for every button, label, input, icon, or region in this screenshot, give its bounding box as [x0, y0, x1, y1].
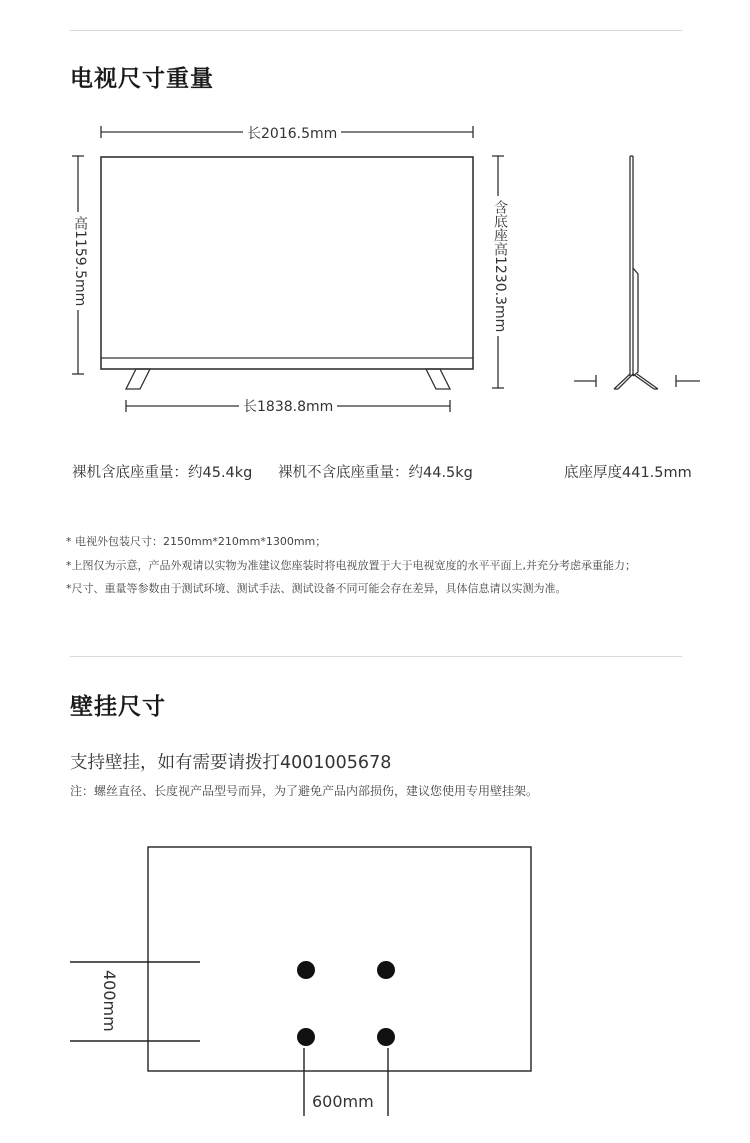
height-label: 高1159.5mm [70, 212, 90, 310]
tv-side-diagram [560, 140, 710, 400]
mount-hole-bottom-left [297, 1028, 315, 1046]
wall-mount-support-text: 支持壁挂，如有需要请拨打4001005678 [70, 753, 392, 773]
stand-span-label: 长1838.8mm [239, 396, 337, 416]
note-illustration: *上图仅为示意，产品外观请以实物为准建议您座装时将电视放置于大于电视宽度的水平平面上,并充分考虑承重能力； [66, 559, 636, 572]
section-title-wall-mount: 壁挂尺寸 [70, 694, 166, 720]
weight-without-stand: 裸机不含底座重量：约44.5kg [278, 465, 473, 481]
height-with-stand-label: 含底座高1230.3mm [490, 196, 510, 336]
mount-hole-bottom-right [377, 1028, 395, 1046]
width-label: 长2016.5mm [243, 123, 341, 143]
wall-mount-note: 注：螺丝直径、长度视产品型号而异，为了避免产品内部损伤，建议您使用专用壁挂架。 [70, 784, 539, 798]
weight-with-stand: 裸机含底座重量：约45.4kg [72, 465, 253, 481]
note-measurement: *尺寸、重量等参数由于测试环境、测试手法、测试设备不同可能会存在差异，具体信息请以实测为准。 [66, 582, 567, 595]
mount-hole-top-left [297, 961, 315, 979]
mount-hole-top-right [377, 961, 395, 979]
section-title-size-weight: 电视尺寸重量 [70, 66, 214, 92]
vesa-vertical-label: 400mm [100, 970, 119, 1032]
section-divider [70, 656, 682, 657]
note-package-size: * 电视外包装尺寸：2150mm*210mm*1300mm； [66, 535, 327, 548]
stand-depth: 底座厚度441.5mm [564, 465, 692, 481]
vesa-horizontal-label: 600mm [312, 1092, 374, 1111]
